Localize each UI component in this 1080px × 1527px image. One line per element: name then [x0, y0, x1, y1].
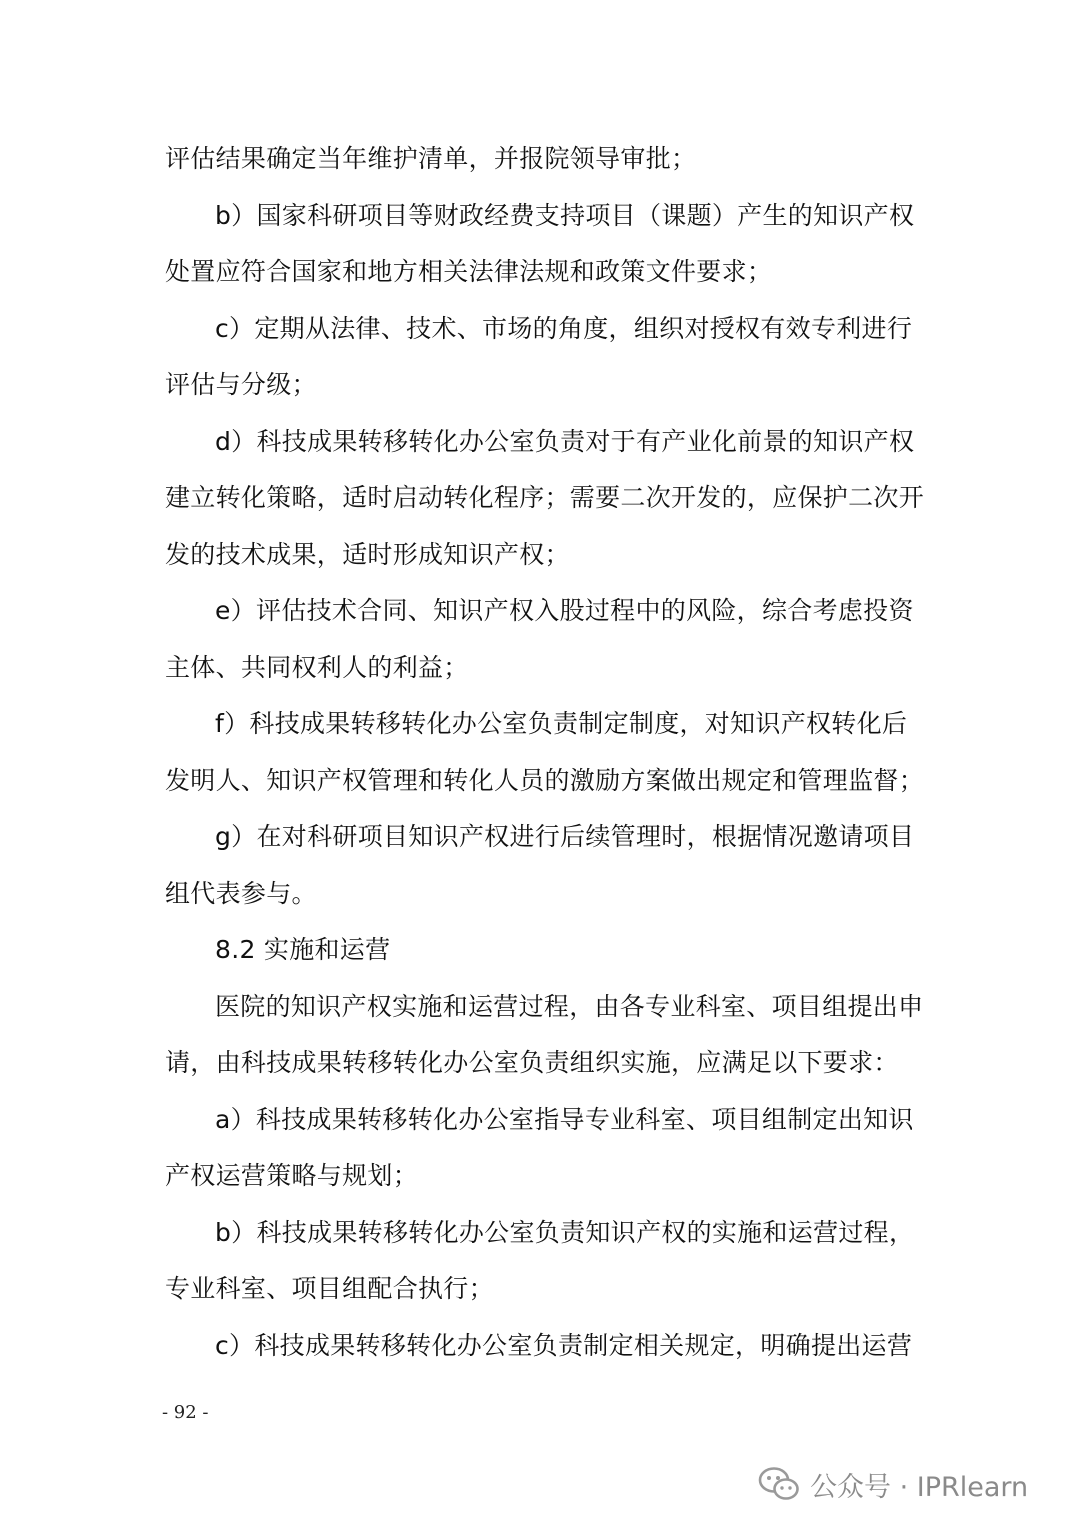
- text-line: c）定期从法律、技术、市场的角度，组织对授权有效专利进行: [215, 314, 913, 343]
- watermark: [758, 1462, 1028, 1506]
- text-line: 主体、共同权利人的利益；: [165, 653, 469, 682]
- text-line: 发的技术成果，适时形成知识产权；: [165, 540, 570, 569]
- page-number: - 92 -: [162, 1402, 209, 1423]
- text-line: 处置应符合国家和地方相关法律法规和政策文件要求；: [165, 257, 773, 286]
- text-line: g）在对科研项目知识产权进行后续管理时，根据情况邀请项目: [215, 822, 915, 851]
- text-line: b）科技成果转移转化办公室负责知识产权的实施和运营过程，: [215, 1218, 915, 1247]
- wechat-icon: [758, 1466, 800, 1502]
- watermark-text: 公众号 · IPRlearn: [810, 1471, 1029, 1503]
- text-line: 请，由科技成果转移转化办公室负责组织实施，应满足以下要求：: [165, 1048, 899, 1077]
- text-line: e）评估技术合同、知识产权入股过程中的风险，综合考虑投资: [215, 596, 914, 625]
- text-line: b）国家科研项目等财政经费支持项目（课题）产生的知识产权: [215, 201, 915, 230]
- text-line: 产权运营策略与规划；: [165, 1161, 419, 1190]
- text-line: 评估结果确定当年维护清单，并报院领导审批；: [165, 144, 697, 173]
- text-line: d）科技成果转移转化办公室负责对于有产业化前景的知识产权: [215, 427, 915, 456]
- text-line: 医院的知识产权实施和运营过程，由各专业科室、项目组提出申: [215, 992, 924, 1021]
- text-line: 组代表参与。: [165, 879, 317, 908]
- text-line: c）科技成果转移转化办公室负责制定相关规定，明确提出运营: [215, 1331, 913, 1360]
- text-line: 建立转化策略，适时启动转化程序；需要二次开发的，应保护二次开: [165, 483, 925, 512]
- text-line: 发明人、知识产权管理和转化人员的激励方案做出规定和管理监督；: [165, 766, 925, 795]
- text-line: a）科技成果转移转化办公室指导专业科室、项目组制定出知识: [215, 1105, 914, 1134]
- section-heading: 8.2 实施和运营: [215, 935, 391, 964]
- text-line: 评估与分级；: [165, 370, 317, 399]
- text-line: f）科技成果转移转化办公室负责制定制度，对知识产权转化后: [215, 709, 908, 738]
- text-line: 专业科室、项目组配合执行；: [165, 1274, 494, 1303]
